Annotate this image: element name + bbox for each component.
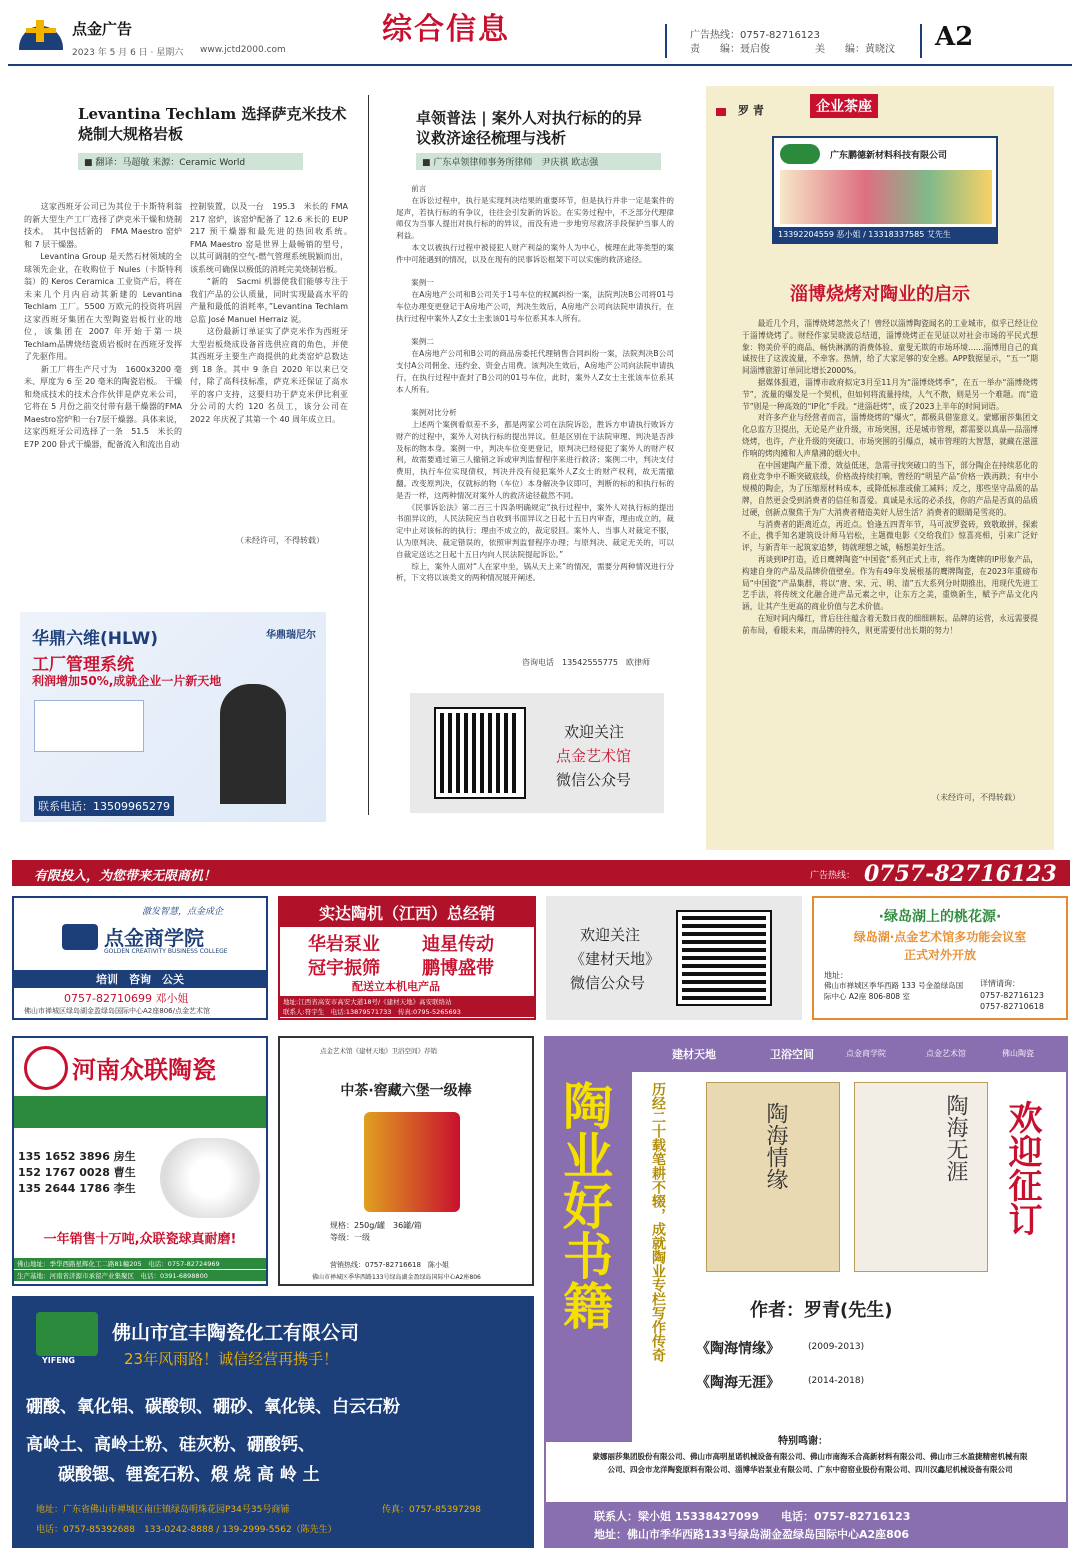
book-thanks: 特别鸣谢： — [778, 1436, 828, 1447]
follow-line3: 微信公众号 — [570, 974, 646, 992]
zhonglian-ad[interactable] — [12, 1036, 268, 1286]
yifeng-title: 佛山市宜丰陶瓷化工有限公司 — [112, 1322, 360, 1344]
hlw-features-icon — [34, 700, 144, 752]
book-logo-2: 卫浴空间 — [770, 1048, 814, 1061]
article-title-line1: Levantina Techlam 选择萨克米技术 — [78, 105, 347, 123]
book-welcome: 欢迎征订 — [1002, 1100, 1042, 1236]
qr-follow-art[interactable] — [410, 693, 664, 813]
jctd-follow-ad[interactable] — [546, 896, 802, 1020]
pengde-products-icon — [780, 170, 992, 224]
yifeng-addr: 地址：广东省佛山市禅城区南庄镇绿岛明珠花园P34号35号商铺 — [36, 1505, 290, 1515]
book-year-1: (2009-2013) — [808, 1342, 865, 1352]
issue-date: 2023 年 5 月 6 日 · 星期六 — [72, 48, 184, 58]
book-title-2: 《陶海无涯》 — [696, 1375, 780, 1391]
ad-banner — [12, 860, 1070, 886]
pengde-logo-icon — [780, 144, 820, 164]
article-body: 最近几个月，淄博烧烤忽然火了！曾经以淄博陶瓷闻名的工业城市，似乎已经让位于淄博烧烤了。财经作家吴晓波总结道，淄博烧烤正在见证以对社会市场的平民式想象：物美价平的商品、畅快淋漓的消费体验、童叟无欺的市场环境……淄博用自己的真诚按住了这波流量，不牵客。热情，给了大家足够的安全感。APP数据显示，“五一”期间淄博旅游订单同比增长2000%。 据媒体报道，淄博市政府拟定3月至11月为“淄博烧烤季”，在五一举办“淄博烧烤节”，流量的爆发是一个契机，但如何将流量持续，人气不散，则是另一个难题。而“造节”则是一种高效的“IP化”手段。“进淄赶烤”，成了2023上半年的时间词语。 对许多产业与经营者而言，淄博烧烤的“爆火”，都极具借鉴意义。蒙娜丽莎集团文化总监方卫提出，无论是产业升级，市场突围，还是城市管理，都需要以真品—品淄博烧烤，也许，产业升级的突破口、市场突围的引爆点，城市管理的大智慧，就藏在滋滋作响的烤肉摊和人声鼎沸的烟火中。 在中国建陶产量下滑、效益低迷，急需寻找突破口的当下，部分陶企在持续恶化的商业竞争中不断突破底线，价格战持续打响，曾经的“明星产品”价格一跌再跌；有中小规模的陶企，为了压缩原材料成本，或降低标准或偷工减料；反之，那些坚守品质的品牌，自然更会受到消费者的信任和喜爱。真诚是永远的必杀技，你的产品是否真的品质过硬，创新点聚焦于为广大消费者精造美好人居生活？消费者的眼睛是雪亮的。 与消费者的距离近点，再近点。恰逢五四青年节，马可波罗瓷砖，致敬敢拼，探索不止，携手知名建筑设计师马岩松，主题微电影《交给我们》惊喜亮相，引来广泛好评，与新青年一起筑家追梦，铸就理想之城，畅想美好生活。 再谈到IP打造，近日鹰牌陶瓷“中国瓷”系列正式上市，将作为鹰牌的IP形象产品，构建自身的产品及品牌价值壁垒。作为有49年发展根基的鹰牌陶瓷，在2023年重磅布局“中国瓷”产品集群，将以“唐、宋、元、明、清”五大系列分时期推出，用现代先进工艺手法，将传统文化融合进产品元素之中，让东方之美，重焕新生，赋予产品文化内涵，让其产生更高的商业价值与艺术价值。 在短时间内爆红，背后往往蕴含着无数日夜的细细耕耘。品牌的运营，永远需要提前布局，看眼未来，而品牌的持久，则更需要付出长期的努力！ — [742, 319, 1038, 635]
tea-column — [706, 86, 1054, 850]
article-body-left: 这家西班牙公司已为其位于卡斯特利翁的新大型生产工厂选择了萨克米干燥和烧制技术。 其中包括新的 FMA Maestro 窑炉和 7 层干燥器。 Levantina Group 是天然石材领域的全球领先企业，在收购位于 Nules（卡斯特利翁）的 Keros Ceramica 工业资产后，将在未来几个月内启动其新建的 Levantina Techlam 工厂。5500 万欧元的投资将巩固这家西班牙集团在大型陶瓷岩板行业的地位，该集团在 2007 年开始于第一块 Techlam品牌烧结瓷质岩板时在西班牙发挥了先驱作用。 新工厂将生产尺寸为 1600x3200 毫米、厚度为 6 至 20 毫米的陶瓷岩板。 干燥和烧成技术的技术合作伙伴是萨克米公司，它将在 5 月份之前交付带有悬干燥器的FMA Maestro窑炉和一台7层干燥器。具体来说，这家西班牙公司选择了一条 51.5 米长的 E7P 200 卧式干燥器，配备流入和流出自动 — [24, 202, 182, 449]
lvdao-hotline: 0757-82716123 0757-82710618 — [980, 991, 1044, 1011]
book-logo-3: 点金商学院 — [846, 1049, 886, 1058]
college-tag: 激发智慧，点金成企 — [142, 907, 224, 917]
tea-spec1: 规格：250g/罐 36罐/箱 — [330, 1221, 422, 1230]
zhonglian-phone-1: 135 1652 3896 房生 — [18, 1150, 136, 1163]
header-rule — [8, 64, 1072, 66]
book-logo-5: 佛山陶瓷 — [1002, 1049, 1034, 1058]
qr-code-icon — [436, 709, 524, 797]
header-divider — [665, 24, 667, 58]
banner-label: 广告热线： — [810, 871, 856, 881]
shida-contact: 联系人:符宇生 电话:13879571733 传真:0795-5265693 — [280, 1006, 534, 1017]
copyright-note: （未经许可，不得转载） — [932, 793, 1020, 802]
section-title: 综合信息 — [382, 12, 510, 47]
follow-line1: 欢迎关注 — [580, 926, 641, 944]
yifeng-fax: 传真：0757-85397298 — [382, 1505, 481, 1515]
book-ad[interactable] — [544, 1036, 1068, 1548]
website: www.jctd2000.com — [200, 45, 286, 55]
author: 罗 青 — [738, 104, 764, 117]
article-title: 淄博烧烤对陶业的启示 — [790, 284, 970, 305]
hlw-person-icon — [220, 684, 286, 804]
book-addr: 地址：佛山市季华西路133号绿岛湖金盈绿岛国际中心A2座806 — [546, 1524, 1066, 1548]
tea-contact: 营销热线：0757-82716618 陈小姐 — [330, 1261, 449, 1269]
page-number: A2 — [935, 22, 974, 52]
shida-brand-1: 华岩泵业 — [308, 934, 380, 955]
yifeng-products1: 硼酸、氧化铝、碳酸钡、硼砂、氧化镁、白云石粉 — [26, 1397, 400, 1417]
shida-title: 实达陶机（江西）总经销 — [280, 898, 534, 927]
follow-line2: 《建材天地》 — [570, 950, 661, 968]
designer: 美 编：黄晓汶 — [815, 44, 895, 55]
logo-icon — [14, 18, 68, 50]
article-title-line1: 卓领普法 | 案外人对执行标的的异 — [416, 109, 642, 127]
lvdao-ad[interactable] — [812, 896, 1068, 1020]
header-divider-2 — [920, 24, 922, 58]
qr-caption-2: 点金艺术馆 — [556, 747, 632, 765]
tea-product-icon — [364, 1112, 460, 1212]
college-subtitle: GOLDEN CREATIVITY BUSINESS COLLEGE — [104, 948, 228, 955]
book-motto: 历经二十载笔耕不辍，成就陶业专栏写作传奇 — [650, 1082, 666, 1362]
yifeng-logo-icon — [36, 1312, 98, 1356]
tea-name: 中茶·窖藏六堡一级棒 — [340, 1083, 472, 1099]
yifeng-ad[interactable] — [12, 1296, 534, 1548]
banner-slogan: 有限投入，为您带来无限商机！ — [34, 869, 217, 884]
page-header — [0, 0, 1080, 66]
lvdao-sub1: 绿岛湖·点金艺术馆多功能会议室 — [853, 930, 1027, 944]
book-year-2: (2014-2018) — [808, 1376, 865, 1386]
article-title-line2: 议救济途径梳理与浅析 — [416, 129, 567, 147]
lvdao-addr: 佛山市禅城区季华西路 133 号金盈绿岛国际中心 A2座 806-808 室 — [824, 981, 964, 1001]
book-author: 作者：罗青(先生) — [750, 1300, 893, 1321]
zhonglian-addr1: 佛山地址：季华西路星辉化工二路81幢205 电话：0757-82724969 — [14, 1258, 266, 1269]
shida-brand-3: 冠宇振筛 — [308, 958, 380, 979]
qr-code-icon — [678, 912, 770, 1004]
yifeng-products2: 高岭土、高岭土粉、硅灰粉、硼酸钙、 — [26, 1435, 315, 1455]
yifeng-products3: 碳酸锶、锂瓷石粉、煅 烧 高 岭 土 — [58, 1465, 320, 1485]
pengde-ad[interactable] — [772, 136, 998, 244]
shida-brand-2: 迪星传动 — [422, 934, 494, 955]
article-byline: ■ 广东卓领律师事务所律师 尹庆祺 欧志强 — [416, 153, 661, 170]
book-sponsors: 蒙娜丽莎集团股份有限公司、佛山市高明星诺机械设备有限公司、佛山市南海禾合高新材料有限公司、佛山市三水盈捷精密机械有限公司、四会市龙洋陶瓷原料有限公司、淄博华岩泵业有限公司、广东中窑窑业股份有限公司、四川汉鑫尼机械设备有限公司 — [592, 1452, 1028, 1474]
tea-product-ad[interactable] — [278, 1036, 534, 1286]
zhonglian-phone-2: 152 1767 0028 曹生 — [18, 1166, 136, 1179]
editor: 责 编：聂启俊 — [690, 44, 770, 55]
tea-spec2: 等级：一级 — [330, 1233, 370, 1242]
ceramic-balls-icon — [160, 1138, 260, 1218]
article-byline: ■ 翻译：马超敏 来源：Ceramic World — [78, 153, 303, 170]
yifeng-tel: 电话：0757-85392688 133-0242-8888 / 139-2999-5562（陈先生） — [36, 1525, 337, 1535]
yifeng-logo-text: YIFENG — [42, 1356, 75, 1365]
hlw-title: 华鼎六维(HLW) — [32, 629, 159, 649]
column-divider — [368, 95, 369, 815]
college-contact: 0757-82710699 邓小姐 — [64, 992, 189, 1005]
paper-logo-name: 点金广告 — [72, 20, 133, 38]
tea-head: 点金艺术馆《建材天地》卫浴空间》荐销 — [320, 1047, 437, 1055]
shida-brand-4: 鹏博盛带 — [422, 958, 494, 979]
hlw-phone: 联系电话：13509965279 — [34, 796, 174, 816]
book-cover-1-title: 陶海情缘 — [763, 1102, 788, 1190]
lvdao-title: ·绿岛湖上的桃花源· — [878, 909, 1002, 925]
college-addr: 佛山市禅城区绿岛湖金盈绿岛国际中心A2座806/点金艺术馆 — [24, 1007, 210, 1015]
article-title-line2: 烧制大规格岩板 — [78, 125, 184, 143]
lvdao-addr-label: 地址： — [824, 971, 848, 980]
zhonglian-phone-3: 135 2644 1786 李生 — [18, 1182, 136, 1195]
zhonglian-logo-icon — [24, 1046, 68, 1090]
college-ad[interactable] — [12, 896, 268, 1020]
lvdao-sub2: 正式对外开放 — [903, 948, 976, 962]
copyright-note: （未经许可，不得转载） — [236, 536, 324, 545]
book-contact: 联系人：梁小姐 15338427099 电话：0757-82716123 — [546, 1502, 1066, 1526]
hlw-brand: 华鼎瑞尼尔 — [266, 630, 316, 641]
banner-phone: 0757-82716123 — [864, 861, 1057, 887]
lvdao-hotline-label: 详情请询： — [980, 979, 1020, 988]
qr-caption-1: 欢迎关注 — [564, 723, 625, 741]
college-logo-icon — [62, 924, 98, 950]
article-body-right: 控制装置，以及一台 195.3 米长的 FMA 217 窑炉，该窑炉配备了 12.6 米长的 EUP 217 预干燥器和最先进的热回收系统。 FMA Maestro 窑是世界上最畅销的型号，以其可调制的空气-燃气管理系统脱颖而出，该系统可确保以极低的消耗完美烧制岩板。 “新的 Sacmi 机器使我们能够专注于我们产品的公认质量，同时实现最高水平的产量和最低的消耗率，”Levantina Techlam 总监 José Manuel Herraiz 说。 这份最新订单证实了萨克米作为西班牙大型岩板烧成设备首选供应商的角色，并使其西班牙主要生产商提供的此类窑炉总数达到 18 条。其中 9 条自 2020 年以来已交付，除了高科技标准，萨克米还保证了高水平的客户支持，这要归功于萨克米伊比利亚分公司的大约 120 名员工，该分公司在 2022 年庆祝了其第一个 40 周年成立日。 — [190, 202, 348, 424]
book-cover-2-title: 陶海无涯 — [943, 1094, 968, 1182]
shida-ad[interactable] — [278, 896, 536, 1020]
column-name: 企业茶座 — [810, 94, 878, 118]
zhonglian-title: 河南众联陶瓷 — [72, 1055, 216, 1084]
book-logo-4: 点金艺术馆 — [926, 1049, 966, 1058]
article-levantina — [20, 95, 350, 610]
college-services: 培训 咨询 公关 — [14, 970, 266, 988]
zhonglian-slogan: 一年销售十万吨,众联瓷球真耐磨! — [43, 1232, 237, 1247]
shida-addr: 地址:江西省高安市高安大道18号/《建材天地》高安联络站 — [280, 996, 534, 1007]
article-body: 前言 在诉讼过程中，执行是实现判决结果的重要环节，但是执行并非一定是案件的尾声，若执行标的有争议，往往会引发新的诉讼。在实务过程中，不乏部分代理律师仅为当事人提出对执行标的的异议，而没有进一步地穷尽救济手段保护当事人的利益。 本文以被执行过程中被侵犯人财产利益的案外人为中心，梳理在此等类型的案件中可能遇到的情况，以及在现有的民事诉讼框架下可以实施的救济途径。 案例一 在A房地产公司和B公司关于1号车位的权属纠纷一案，法院判决B公司将01号车位办理变更登记于A房地产公司，判决生效后，A房地产公司向法院申请执行，在执行过程中案外人Z女士主张该01号车位系其本人所有。 案例二 在A房地产公司和B公司的商品房委托代理销售合同纠纷一案，法院判决B公司支付A公司佣金、违约金、资金占用费。该判决生效后，A房地产公司向法院申请执行，在执行过程中查封了B公司的01号车位，此时，案外人Z女士主张该车位系其本人所有。 案例对比分析 上述两个案例看似差不多，都是两家公司在法院诉讼，胜诉方申请执行败诉方财产的过程中，案外人对执行标的提出异议。但是区别在于法院审理、判决是否涉及标的物本身。案例一中，判决车位变更登记，原判决已经侵犯了案外人的财产权利，故需要通过第三人撤销之诉或审判监督程序来进行救济；案例二中，判决支付费用，执行车位实现债权，判决并没有侵犯案外人Z女士的财产权利，故无需撤翻。改变原判决，仅就标的物（车位）本身解决争议即可，判断的标的和执行标的是否一样，这两种情况对案外人的救济途径截然不同。 《民事诉讼法》第二百三十四条明确规定“执行过程中，案外人对执行标的提出书面异议的，人民法院应当自收到书面异议之日起十五日内审查，理由成立的，裁定中止对该标的的执行；理由不成立的，裁定驳回。案外人、当事人对裁定不服，认为原判决、裁定错误的，依照审判监督程序办理；与原判决、裁定无关的，可以自裁定送达之日起十五日内向人民法院提起诉讼。” 综上，案外人面对“人在家中坐，锅从天上来”的情况，需要分两种情况进行分析，下文将以该类文的两种情况展开阐述。 — [396, 184, 674, 583]
book-logo-1: 建材天地 — [672, 1048, 716, 1061]
pengde-tel: 13392204559 恶小姐 / 13318337585 艾先生 — [774, 227, 996, 242]
hlw-ad[interactable] — [20, 612, 326, 822]
column-marker-icon — [716, 108, 726, 116]
book-title-1: 《陶海情缘》 — [696, 1341, 780, 1357]
book-vertical-title: 陶业好书籍 — [555, 1080, 613, 1330]
yifeng-slogan: 23年风雨路！诚信经营再携手！ — [124, 1350, 339, 1368]
qr-caption-3: 微信公众号 — [556, 771, 632, 789]
pengde-name: 广东鹏德新材料科技有限公司 — [830, 151, 948, 161]
hlw-line1: 工厂管理系统 — [32, 655, 134, 675]
tea-addr: 佛山市禅城区季华西路133号绿岛湖金盈绿岛国际中心A2座806 — [312, 1274, 481, 1281]
hlw-line2: 利润增加50%,成就企业一片新天地 — [32, 674, 222, 688]
article-law — [380, 95, 680, 685]
zhonglian-addr2: 生产基地：河南省济源市承留产业集聚区 电话：0391-6898800 — [14, 1270, 266, 1281]
consult-contact: 咨询电话 13542555775 欧律师 — [522, 658, 650, 667]
ad-hotline: 广告热线：0757-82716123 — [690, 30, 820, 41]
college-title: 点金商学院 — [104, 926, 204, 950]
shida-sub: 配送立本机电产品 — [352, 980, 440, 993]
zhonglian-header-bar — [14, 1096, 266, 1128]
